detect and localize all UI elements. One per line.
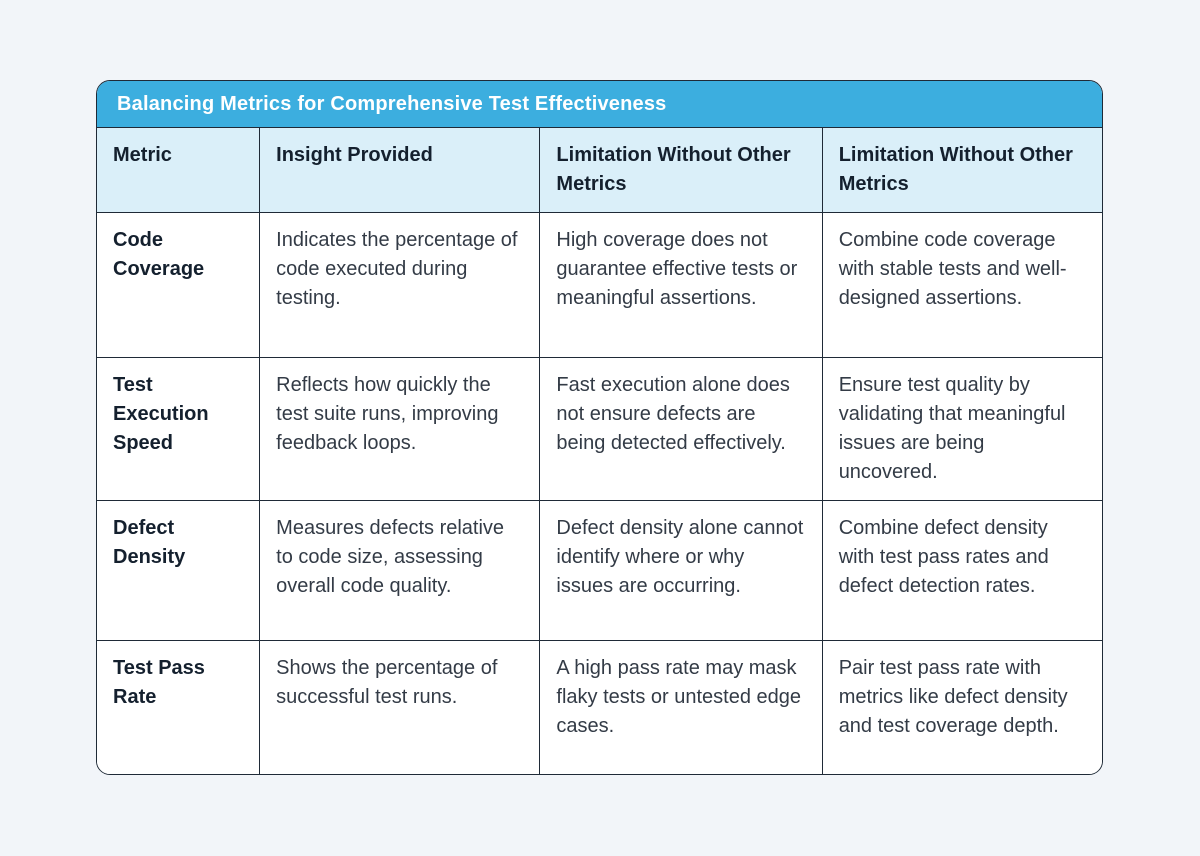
limitation-cell: Fast execution alone does not ensure defects are being detected effectively.: [540, 358, 822, 501]
insight-cell: Reflects how quickly the test suite runs, improving feedback loops.: [260, 358, 540, 501]
limitation-cell: High coverage does not guarantee effective tests or meaningful assertions.: [540, 213, 822, 358]
column-header-limitation: Limitation Without Other Metrics: [540, 128, 822, 213]
metrics-table: [97, 128, 1102, 775]
table-row-test-pass-rate: [97, 641, 1102, 775]
limitation-cell: A high pass rate may mask flaky tests or untested edge cases.: [540, 641, 822, 775]
metric-cell: Test Pass Rate: [97, 641, 260, 775]
balance-cell: Pair test pass rate with metrics like defect density and test coverage depth.: [823, 641, 1102, 775]
insight-cell: Measures defects relative to code size, assessing overall code quality.: [260, 501, 540, 641]
metric-cell: Test Execution Speed: [97, 358, 260, 501]
metric-cell: Defect Density: [97, 501, 260, 641]
balance-cell: Combine code coverage with stable tests and well-designed assertions.: [823, 213, 1102, 358]
column-header-metric: Metric: [97, 128, 260, 213]
metric-cell: Code Coverage: [97, 213, 260, 358]
balance-cell: Ensure test quality by validating that meaningful issues are being uncovered.: [823, 358, 1102, 501]
table-row-defect-density: [97, 501, 1102, 641]
metrics-table-card: [96, 80, 1103, 775]
insight-cell: Shows the percentage of successful test runs.: [260, 641, 540, 775]
limitation-cell: Defect density alone cannot identify where or why issues are occurring.: [540, 501, 822, 641]
column-header-insight: Insight Provided: [260, 128, 540, 213]
table-row-code-coverage: [97, 213, 1102, 358]
table-title-bar: [97, 81, 1102, 128]
table-row-test-execution-speed: [97, 358, 1102, 501]
insight-cell: Indicates the percentage of code executed during testing.: [260, 213, 540, 358]
table-title: Balancing Metrics for Comprehensive Test Effectiveness: [117, 92, 667, 115]
column-header-limitation-2: Limitation Without Other Metrics: [823, 128, 1102, 213]
header-row: [97, 128, 1102, 213]
balance-cell: Combine defect density with test pass rates and defect detection rates.: [823, 501, 1102, 641]
table-header: [97, 128, 1102, 213]
table-body: [97, 213, 1102, 775]
